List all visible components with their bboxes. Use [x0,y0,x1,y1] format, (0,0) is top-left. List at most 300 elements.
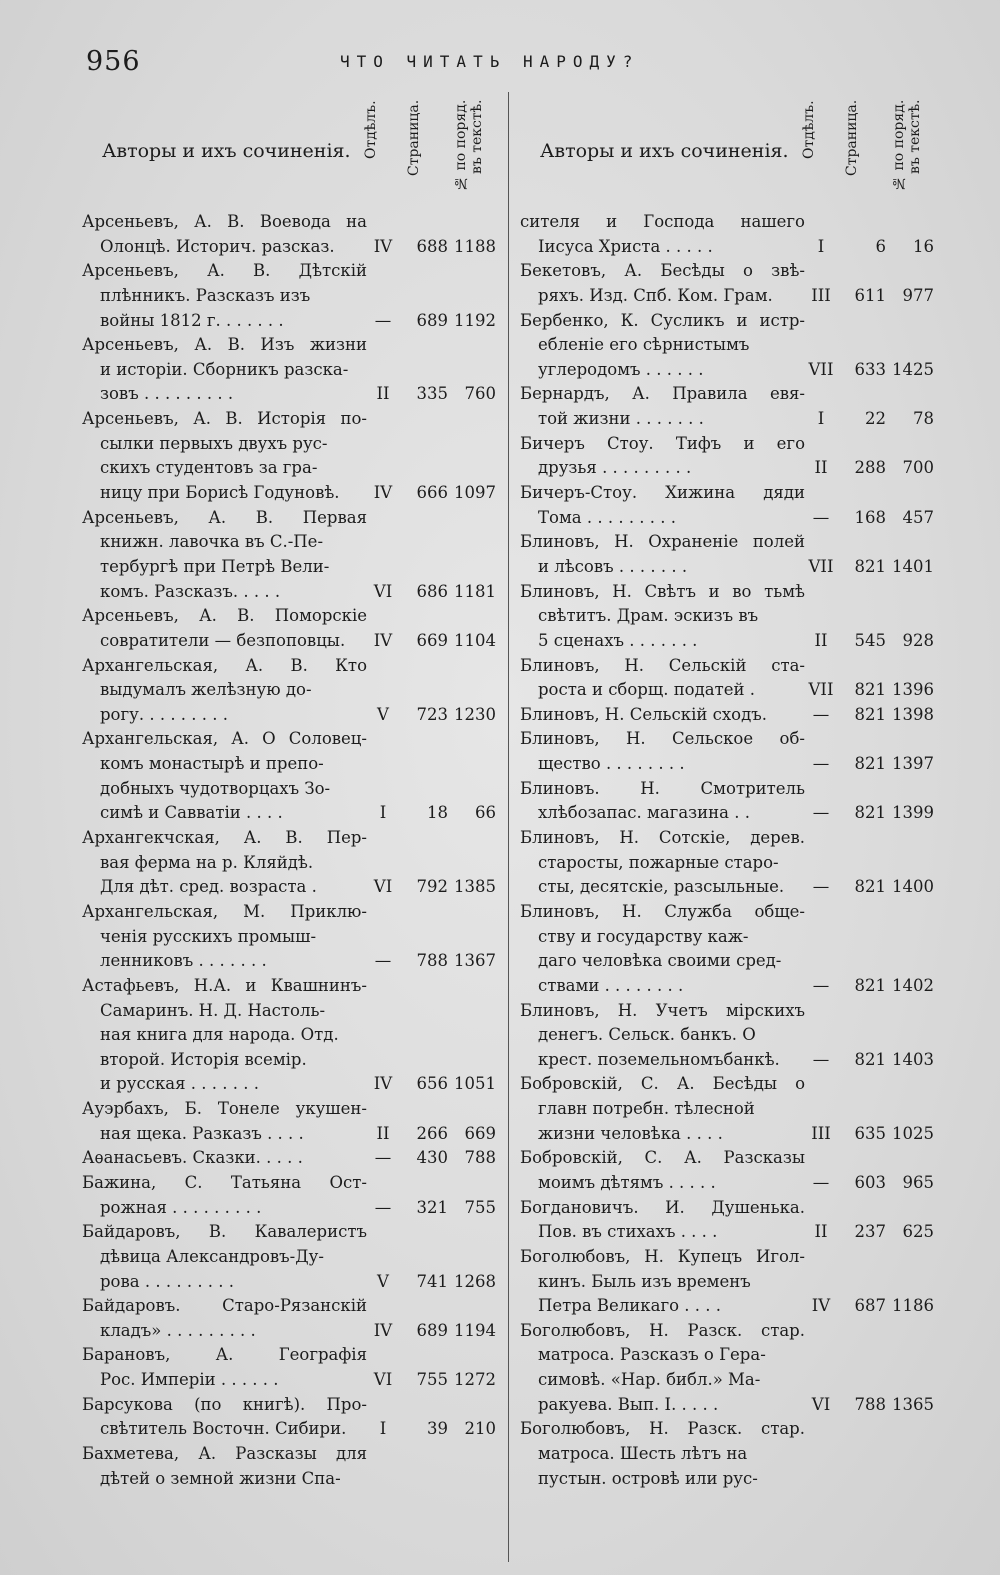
entry-line: Бичеръ Стоу. Тифъ и его [520,433,805,453]
entry-line: Петра Великаго . . . . [538,1296,721,1316]
entry-line: свѣтитъ. Драм. эскизъ въ [538,606,759,626]
header-nomer-2: въ текстѣ. [469,100,485,175]
index-entry [520,432,943,481]
entry-numbers [520,506,943,531]
entry-line: углеродомъ . . . . . . [538,359,704,379]
index-entry [520,1196,943,1245]
entry-line: рожная . . . . . . . . . [100,1197,262,1217]
entry-otdel: VI [373,877,393,897]
entry-otdel: — [812,754,830,774]
entry-otdel: — [812,1172,830,1192]
index-entry [520,210,943,259]
entry-line: Блиновъ, Н. Учетъ мірскихъ [520,1000,805,1020]
entry-line: Блиновъ, Н. Сельское об- [520,729,805,749]
entry-line: Блиновъ, Н. Свѣтъ и во тьмѣ [520,581,805,601]
entry-numbers [520,1122,943,1147]
page-number: 956 [86,46,141,77]
index-entry [82,1097,505,1146]
entry-line: свѣтитель Восточн. Сибири. [100,1419,347,1439]
entry-page: 821 [854,704,886,724]
running-title: ЧТО ЧИТАТЬ НАРОДУ? [340,52,640,71]
entry-otdel: I [379,1419,387,1439]
entry-number: 78 [913,409,934,429]
entry-page: 603 [854,1172,886,1192]
entry-line: комъ. Разсказъ. . . . . [100,581,281,601]
entry-page: 633 [854,359,886,379]
index-entry [82,1171,505,1220]
entry-line: добныхъ чудотворцахъ Зо- [100,778,331,798]
entry-line: Ауэрбахъ, Б. Тонеле укушен- [82,1099,367,1119]
index-entry [82,333,505,407]
entry-line: Архангельская, М. Приклю- [82,901,367,921]
entry-numbers [82,1146,505,1171]
entry-numbers [520,703,943,728]
entry-numbers [82,1072,505,1097]
column-header [82,92,505,204]
index-entry [82,407,505,506]
entry-numbers [82,875,505,900]
index-entry [82,900,505,974]
index-entry [82,1442,505,1491]
entry-otdel: IV [811,1296,831,1316]
entry-number: 1397 [892,754,934,774]
entry-number: 1194 [454,1320,496,1340]
entry-line: ницу при Борисѣ Годуновѣ. [100,483,340,503]
entry-number: 965 [902,1172,934,1192]
entry-line: Рос. Имперіи . . . . . . [100,1370,279,1390]
entry-line: друзья . . . . . . . . . [538,458,692,478]
entry-line: тербургѣ при Петрѣ Вели- [100,556,330,576]
entry-line: Блиновъ, Н. Сельскій ста- [520,655,805,675]
entry-page: 611 [854,285,886,305]
entry-numbers [82,1319,505,1344]
entry-otdel: IV [373,483,393,503]
entry-line: дѣтей о земной жизни Спа- [100,1468,341,1488]
entry-line: той жизни . . . . . . . [538,409,704,429]
entry-otdel: VI [373,581,393,601]
entry-otdel: VII [808,556,834,576]
entry-numbers [82,309,505,334]
entry-page: 687 [854,1296,886,1316]
entry-line: рова . . . . . . . . . [100,1271,235,1291]
entry-page: 821 [854,556,886,576]
entry-otdel: — [374,951,392,971]
entry-line: совратители — безпоповцы. [100,630,346,650]
entry-page: 821 [854,877,886,897]
entry-number: 1272 [454,1370,496,1390]
entry-number: 1365 [892,1394,934,1414]
entry-number: 1396 [892,680,934,700]
entry-line: второй. Исторія всемір. [100,1049,307,1069]
entry-line: Бахметева, А. Разсказы для [82,1444,367,1464]
entry-line: даго человѣка своими сред- [538,951,782,971]
entry-line: Бернардъ, А. Правила евя- [520,384,805,404]
index-entry [520,1245,943,1319]
entry-number: 1399 [892,803,934,823]
index-entry [82,1220,505,1294]
entry-page: 788 [416,951,448,971]
entry-page: 689 [416,1320,448,1340]
entry-numbers [82,580,505,605]
entry-line: хлѣбозапас. магазина . . [538,803,750,823]
entry-number: 1097 [454,483,496,503]
entry-line: Арсеньевъ, А. В. Первая [82,507,367,527]
entry-numbers [520,235,943,260]
entry-line: и исторіи. Сборникъ разска- [100,359,349,379]
entry-page: 288 [854,458,886,478]
entry-otdel: II [814,458,828,478]
index-entry [82,974,505,1097]
index-entry [520,703,943,728]
entry-line: ракуева. Вып. I. . . . . [538,1394,719,1414]
index-entry [520,999,943,1073]
entry-numbers [520,752,943,777]
entry-page: 723 [416,704,448,724]
entry-numbers [82,1467,505,1492]
entry-line: главн потребн. тѣлесной [538,1099,755,1119]
entry-line: Боголюбовъ, Н. Купецъ Игол- [520,1246,805,1266]
index-entry [520,900,943,999]
entry-line: плѣнникъ. Разсказъ изъ [100,285,311,305]
entry-otdel: IV [373,630,393,650]
entry-line: выдумалъ желѣзную до- [100,680,312,700]
entry-line: ствами . . . . . . . . [538,975,684,995]
entry-otdel: — [812,975,830,995]
header-otdel: Отдѣлъ. [363,100,379,159]
entry-line: Арсеньевъ, А. В. Дѣтскій [82,261,367,281]
entry-page: 321 [416,1197,448,1217]
entry-line: старосты, пожарные старо- [538,852,779,872]
entry-page: 18 [427,803,448,823]
index-entry [520,580,943,654]
entry-line: ная книга для народа. Отд. [100,1025,339,1045]
entry-line: Бобровскій, С. А. Бесѣды о [520,1074,805,1094]
index-entry [82,1294,505,1343]
entry-line: ленниковъ . . . . . . . [100,951,267,971]
index-entry [520,1146,943,1195]
entry-line: дѣвица Александровъ-Ду- [100,1246,324,1266]
entry-line: жизни человѣка . . . . [538,1123,723,1143]
entry-line: Арсеньевъ, А. В. Изъ жизни [82,335,367,355]
entry-otdel: — [812,1049,830,1069]
entry-line: Блиновъ, Н. Охраненіе полей [520,532,805,552]
entry-otdel: VII [808,359,834,379]
entry-page: 792 [416,877,448,897]
index-entry [82,654,505,728]
entry-numbers [520,1048,943,1073]
entry-number: 1403 [892,1049,934,1069]
entry-page: 669 [416,630,448,650]
entry-page: 821 [854,754,886,774]
index-entry [520,1319,943,1418]
index-entry [82,604,505,653]
entry-numbers [82,801,505,826]
index-entry [520,481,943,530]
entry-page: 22 [865,409,886,429]
entry-number: 977 [902,285,934,305]
entry-line: Арсеньевъ, А. В. Исторія по- [82,409,367,429]
entry-line: Астафьевъ, Н.А. и Квашнинъ- [82,975,367,995]
entry-page: 788 [854,1394,886,1414]
entry-number: 760 [464,384,496,404]
entry-otdel: VI [373,1370,393,1390]
entry-number: 1268 [454,1271,496,1291]
entry-number: 1402 [892,975,934,995]
entry-number: 1104 [454,630,496,650]
entry-line: матроса. Шесть лѣтъ на [538,1444,748,1464]
entry-number: 928 [902,630,934,650]
entry-line: Архангельская, А. О Соловец- [82,729,367,749]
entry-otdel: — [812,507,830,527]
column-divider [508,92,509,1562]
entry-page: 237 [854,1222,886,1242]
entry-line: Боголюбовъ, Н. Разск. стар. [520,1419,805,1439]
page-header [80,42,910,82]
entry-line: Байдаровъ, В. Кавалеристъ [82,1222,367,1242]
entry-number: 1025 [892,1123,934,1143]
entry-line: Архангельская, А. В. Кто [82,655,367,675]
entry-numbers [82,1368,505,1393]
entry-numbers [520,1220,943,1245]
index-entry [520,259,943,308]
index-entry [82,826,505,900]
entry-otdel: II [376,384,390,404]
entry-otdel: IV [373,1074,393,1094]
index-entry [82,1146,505,1171]
entry-number: 1230 [454,704,496,724]
entry-numbers [82,1196,505,1221]
index-entry [82,506,505,605]
entry-numbers [82,1417,505,1442]
entry-page: 821 [854,975,886,995]
entry-numbers [82,382,505,407]
entry-line: Барановъ, А. Географія [82,1345,367,1365]
entry-otdel: VI [811,1394,831,1414]
entry-line: Олонцѣ. Историч. разсказ. [100,236,335,256]
entry-page: 168 [854,507,886,527]
entry-numbers [82,1270,505,1295]
entry-otdel: I [817,236,825,256]
entry-otdel: IV [373,1320,393,1340]
entry-line: ченія русскихъ промыш- [100,926,317,946]
left-column [82,92,505,1491]
entry-line: Для дѣт. сред. возраста . [100,877,317,897]
right-entries [520,210,943,1491]
column-header [520,92,943,204]
entry-otdel: I [379,803,387,823]
header-stranitsa: Страница. [844,100,860,177]
column-title: Авторы и ихъ сочиненія. [540,140,789,162]
entry-otdel: V [377,1271,389,1291]
entry-otdel: IV [373,236,393,256]
entry-number: 457 [902,507,934,527]
entry-line: Блиновъ, Н. Сотскіе, дерев. [520,828,805,848]
entry-line: вая ферма на р. Кляйдѣ. [100,852,314,872]
index-entry [82,259,505,333]
entry-numbers [82,481,505,506]
entry-line: Арсеньевъ, А. В. Поморскіе [82,606,367,626]
entry-numbers [520,284,943,309]
entry-number: 1051 [454,1074,496,1094]
entry-numbers [520,875,943,900]
entry-line: Бекетовъ, А. Бесѣды о звѣ- [520,261,805,281]
entry-page: 545 [854,630,886,650]
entry-otdel: III [811,285,831,305]
entry-line: Богдановичъ. И. Душенька. [520,1197,805,1217]
entry-number: 788 [464,1148,496,1168]
header-stranitsa: Страница. [406,100,422,177]
entry-line: кладъ» . . . . . . . . . [100,1320,256,1340]
entry-line: Тома . . . . . . . . . [538,507,677,527]
index-entry [520,530,943,579]
entry-number: 1188 [454,236,496,256]
entry-line: ству и государству каж- [538,926,749,946]
entry-number: 1181 [454,581,496,601]
entry-page: 39 [427,1419,448,1439]
entry-page: 741 [416,1271,448,1291]
entry-line: Бербенко, К. Сусликъ и истр- [520,310,805,330]
column-title: Авторы и ихъ сочиненія. [102,140,351,162]
entry-page: 821 [854,1049,886,1069]
entry-line: Самаринъ. Н. Д. Настоль- [100,1000,326,1020]
entry-line: симѣ и Савватіи . . . . [100,803,283,823]
left-entries [82,210,505,1491]
entry-line: Байдаровъ. Старо-Рязанскій [82,1296,367,1316]
entry-numbers [520,407,943,432]
entry-line: пустын. островѣ или рус- [538,1468,758,1488]
entry-line: Іисуса Христа . . . . . [538,236,713,256]
entry-numbers [520,555,943,580]
entry-page: 686 [416,581,448,601]
entry-otdel: II [814,1222,828,1242]
entry-numbers [520,629,943,654]
entry-number: 1186 [892,1296,934,1316]
entry-page: 656 [416,1074,448,1094]
entry-page: 755 [416,1370,448,1390]
entry-otdel: — [812,877,830,897]
index-entry [520,654,943,703]
entry-line: роста и сборщ. податей . [538,680,755,700]
entry-line: Боголюбовъ, Н. Разск. стар. [520,1320,805,1340]
entry-numbers [520,1171,943,1196]
entry-otdel: — [812,803,830,823]
index-entry [520,1072,943,1146]
header-nomer-1: № по поряд. [453,100,469,192]
entry-numbers [82,949,505,974]
entry-number: 1385 [454,877,496,897]
entry-line: сителя и Господа нашего [520,212,805,231]
index-entry [82,210,505,259]
entry-line: зовъ . . . . . . . . . [100,384,234,404]
entry-page: 821 [854,680,886,700]
index-entry [520,382,943,431]
entry-number: 669 [464,1123,496,1143]
entry-line: комъ монастырѣ и препо- [100,754,324,774]
entry-otdel: I [817,409,825,429]
entry-number: 210 [464,1419,496,1439]
entry-page: 666 [416,483,448,503]
entry-line: ная щека. Разказъ . . . . [100,1123,304,1143]
entry-numbers [82,703,505,728]
entry-line: войны 1812 г. . . . . . . [100,310,284,330]
entry-numbers [520,1467,943,1492]
index-entry [82,727,505,826]
entry-line: матроса. Разсказъ о Гера- [538,1345,766,1365]
index-entry [520,826,943,900]
entry-number: 1192 [454,310,496,330]
entry-page: 335 [416,384,448,404]
entry-line: и лѣсовъ . . . . . . . [538,556,688,576]
entry-otdel: V [377,704,389,724]
index-entry [82,1343,505,1392]
entry-otdel: — [374,310,392,330]
entry-line: Арсеньевъ, А. В. Воевода на [82,212,367,231]
entry-page: 688 [416,236,448,256]
entry-line: Блиновъ. Н. Смотритель [520,778,805,798]
entry-line: Бобровскій, С. А. Разсказы [520,1148,805,1168]
entry-line: Бажина, С. Татьяна Ост- [82,1172,367,1192]
header-nomer-1: № по поряд. [891,100,907,192]
entry-numbers [82,629,505,654]
header-otdel: Отдѣлъ. [801,100,817,159]
entry-page: 635 [854,1123,886,1143]
entry-page: 6 [875,236,886,256]
index-entry [520,1417,943,1491]
entry-numbers [520,801,943,826]
entry-numbers [520,1393,943,1418]
entry-page: 266 [416,1123,448,1143]
entry-line: щество . . . . . . . . [538,754,685,774]
entry-page: 821 [854,803,886,823]
entry-line: сты, десятскіе, разсыльные. [538,877,785,897]
entry-line: Блиновъ, Н. Сельскій сходъ. [520,704,768,724]
entry-number: 1367 [454,951,496,971]
entry-number: 66 [475,803,496,823]
header-nomer-2: въ текстѣ. [907,100,923,175]
entry-line: Аѳанасьевъ. Сказки. . . . . [82,1148,303,1168]
entry-line: денегъ. Сельск. банкъ. О [538,1025,756,1045]
entry-numbers [520,358,943,383]
entry-numbers [520,1294,943,1319]
entry-number: 1401 [892,556,934,576]
entry-line: рогу. . . . . . . . . [100,704,229,724]
entry-numbers [82,235,505,260]
entry-numbers [520,974,943,999]
entry-line: Архангекчская, А. В. Пер- [82,828,367,848]
entry-line: моимъ дѣтямъ . . . . . [538,1172,716,1192]
entry-otdel: II [814,630,828,650]
entry-line: скихъ студентовъ за гра- [100,458,318,478]
entry-line: сылки первыхъ двухъ рус- [100,433,328,453]
index-entry [82,1393,505,1442]
entry-number: 755 [464,1197,496,1217]
entry-line: Бичеръ-Стоу. Хижина дяди [520,483,805,503]
entry-line: крест. поземельномъбанкѣ. [538,1049,780,1069]
index-entry [520,777,943,826]
entry-line: и русская . . . . . . . [100,1074,259,1094]
entry-line: симовѣ. «Нар. библ.» Ма- [538,1370,761,1390]
entry-numbers [82,1122,505,1147]
entry-line: книжн. лавочка въ С.-Пе- [100,532,324,552]
entry-numbers [520,456,943,481]
entry-page: 689 [416,310,448,330]
entry-number: 1398 [892,704,934,724]
entry-otdel: — [374,1148,392,1168]
index-entry [520,309,943,383]
index-entry [520,727,943,776]
entry-otdel: — [374,1197,392,1217]
entry-line: ряхъ. Изд. Спб. Ком. Грам. [538,285,773,305]
